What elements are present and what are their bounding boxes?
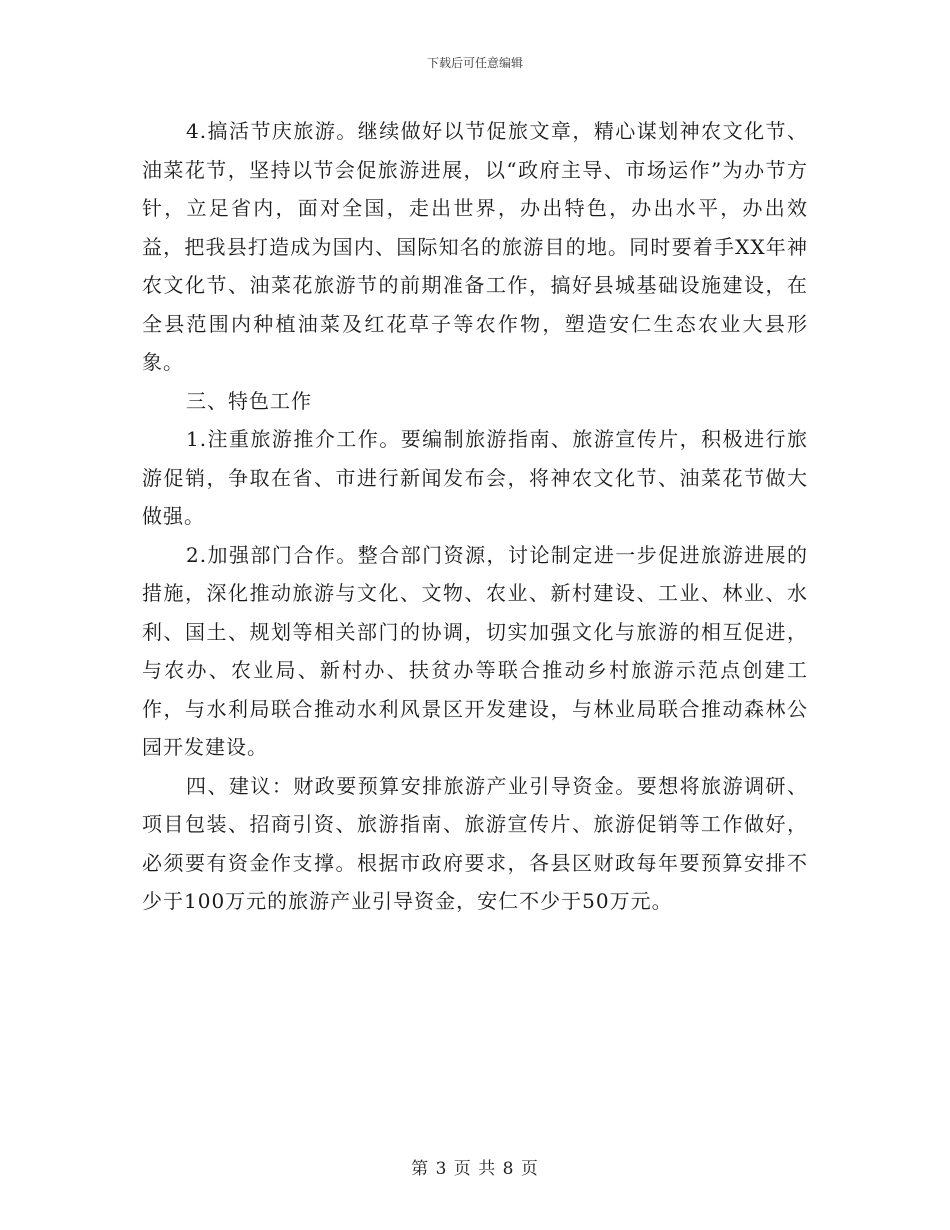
paragraph-festival-tourism: 4.搞活节庆旅游。继续做好以节促旅文章，精心谋划神农文化节、油菜花节，坚持以节会促旅游进展，以“政府主导、市场运作”为办节方针，立足省内，面对全国，走出世界，办出特色，办出水平，办出效益，把我县打造成为国内、国际知名的旅游目的地。同时要着手XX年神农文化节、油菜花旅游节的前期准备工作，搞好县城基础设施建设，在全县范围内种植油菜及红花草子等农作物，塑造安仁生态农业大县形象。 xyxy=(142,119,808,374)
paragraph-tourism-promotion: 1.注重旅游推介工作。要编制旅游指南、旅游宣传片，积极进行旅游促销，争取在省、市进行新闻发布会，将神农文化节、油菜花节做大做强。 xyxy=(142,427,808,528)
paragraph-department-cooperation: 2.加强部门合作。整合部门资源，讨论制定进一步促进旅游进展的措施，深化推动旅游与文化、文物、农业、新村建设、工业、林业、水利、国土、规划等相关部门的协调，切实加强文化与旅游的相互促进，与农办、农业局、新村办、扶贫办等联合推动乡村旅游示范点创建工作，与水利局联合推动水利风景区开发建设，与林业局联合推动森林公园开发建设。 xyxy=(142,542,808,759)
page-header-note: 下载后可任意编辑 xyxy=(426,56,523,70)
paragraph-suggestion-funding: 四、建议：财政要预算安排旅游产业引导资金。要想将旅游调研、项目包装、招商引资、旅游指南、旅游宣传片、旅游促销等工作做好，必须要有资金作支撑。根据市政府要求，各县区财政每年要预算安排不少于100万元的旅游产业引导资金，安仁不少于50万元。 xyxy=(142,773,808,913)
document-body xyxy=(142,112,808,921)
page-number-footer: 第 3 页 共 8 页 xyxy=(411,1159,539,1179)
section-heading-special-work: 三、特色工作 xyxy=(186,388,312,413)
